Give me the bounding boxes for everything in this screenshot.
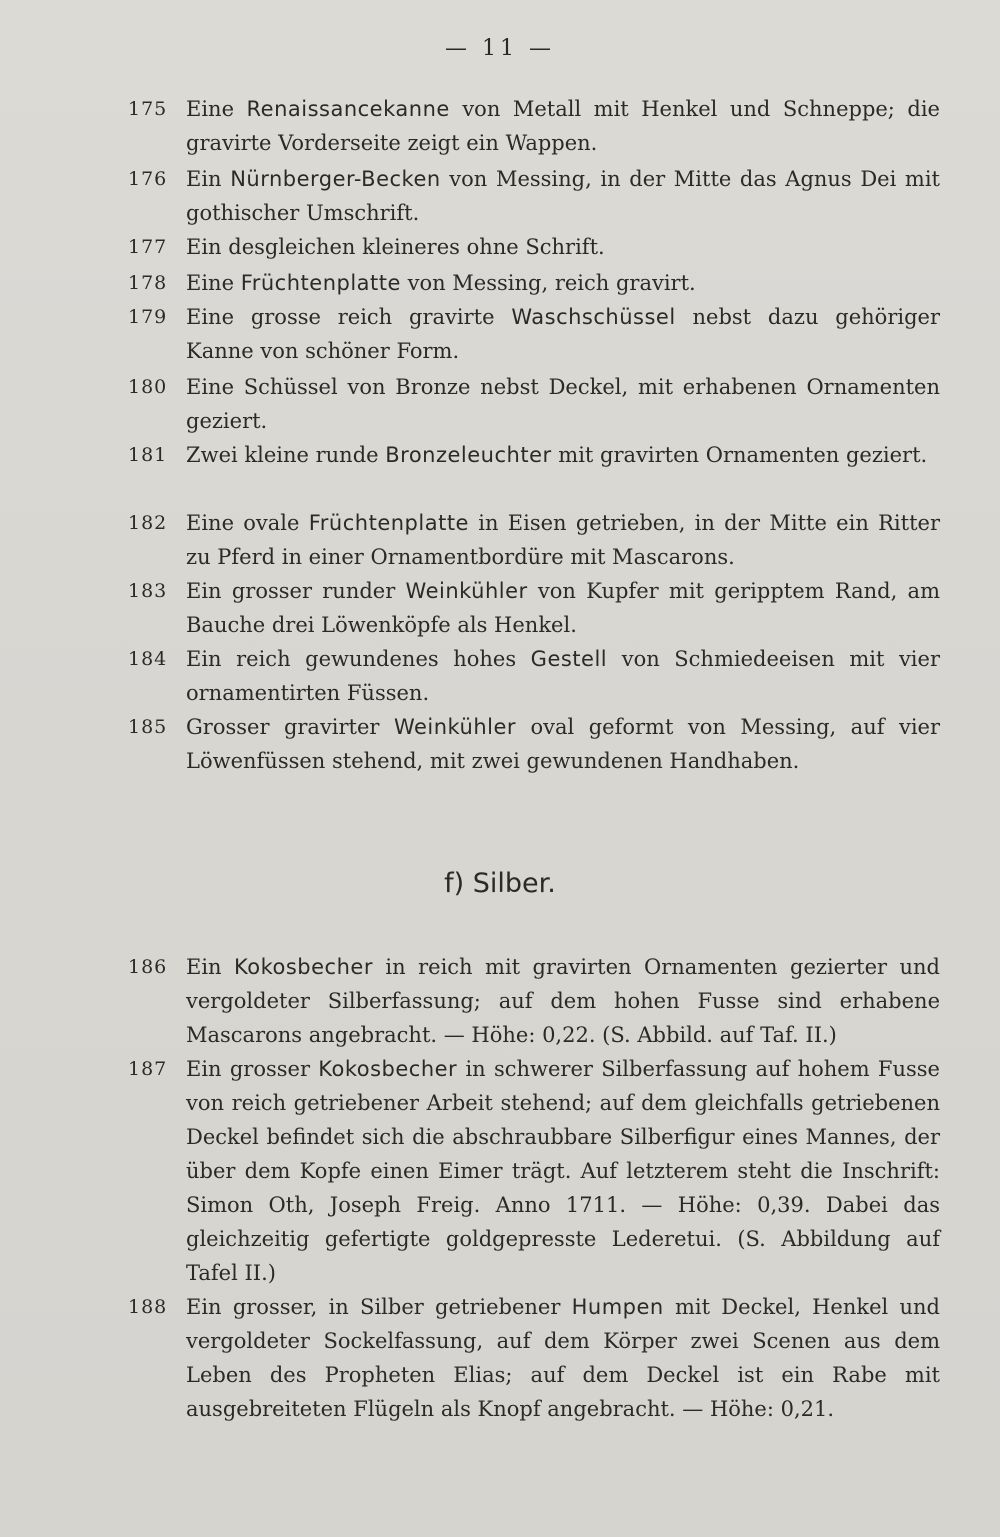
entry-text: Zwei kleine runde Bronzeleuchter mit gravirten Ornamenten geziert. <box>186 443 928 467</box>
entry-number: 185 <box>128 716 168 738</box>
catalog-entry <box>128 1052 940 1290</box>
item-name: Renaissancekanne <box>246 97 450 121</box>
catalog-entry <box>128 438 940 472</box>
item-name: Humpen <box>571 1295 664 1319</box>
entry-text: Ein Kokosbecher in reich mit gravirten Ornamenten gezierter und vergoldeter Silberfassung; auf dem hohen Fusse sind erhabene Mascarons angebracht. — Höhe: 0,22. (S. Abbild. auf Taf. II.) <box>186 955 940 1047</box>
item-name: Kokosbecher <box>234 955 373 979</box>
entry-number: 183 <box>128 580 168 602</box>
catalog-entry <box>128 266 940 300</box>
item-name: Weinkühler <box>393 715 517 739</box>
catalog-entry <box>128 370 940 438</box>
item-name: Bronzeleuchter <box>385 443 552 467</box>
item-name: Gestell <box>530 647 608 671</box>
entry-text: Ein grosser Kokosbecher in schwerer Silberfassung auf hohem Fusse von reich getriebener Arbeit stehend; auf dem gleichfalls getriebenen Deckel befindet sich die abschraubbare Silberfigur eines Mannes, der über dem Kopfe einen Eimer trägt. Auf letzterem steht die Inschrift: Simon Oth, Joseph Freig. Anno 1711. — Höhe: 0,39. Dabei das gleichzeitig gefertigte goldgepresste Lederetui. (S. Abbildung auf Tafel II.) <box>186 1057 940 1285</box>
entry-number: 182 <box>128 512 168 534</box>
item-name: Kokosbecher <box>318 1057 458 1081</box>
catalog-entry <box>128 574 940 642</box>
catalog-entry <box>128 506 940 574</box>
section-heading: f) Silber. <box>444 868 556 899</box>
catalog-entry <box>128 710 940 778</box>
catalog-entry <box>128 230 940 264</box>
catalog-entry <box>128 1290 940 1426</box>
entry-text: Eine grosse reich gravirte Waschschüssel nebst dazu gehöriger Kanne von schöner Form. <box>186 305 940 363</box>
entry-number: 181 <box>128 444 168 466</box>
catalog-entry <box>128 300 940 368</box>
entry-text: Ein desgleichen kleineres ohne Schrift. <box>186 235 605 259</box>
entry-text: Eine Früchtenplatte von Messing, reich gravirt. <box>186 271 696 295</box>
entry-text: Ein grosser, in Silber getriebener Humpen mit Deckel, Henkel und vergoldeter Sockelfassung, auf dem Körper zwei Scenen aus dem Leben des Propheten Elias; auf dem Deckel ist ein Rabe mit ausgebreiteten Flügeln als Knopf angebracht. — Höhe: 0,21. <box>186 1295 940 1421</box>
entry-number: 176 <box>128 168 168 190</box>
entry-text: Grosser gravirter Weinkühler oval geformt von Messing, auf vier Löwenfüssen stehend, mit zwei gewundenen Handhaben. <box>186 715 940 773</box>
entry-number: 187 <box>128 1058 168 1080</box>
entry-number: 179 <box>128 306 168 328</box>
item-name: Früchtenplatte <box>308 511 469 535</box>
item-name: Waschschüssel <box>511 305 676 329</box>
entry-number: 178 <box>128 272 168 294</box>
entry-number: 186 <box>128 956 168 978</box>
catalog-entry <box>128 642 940 710</box>
catalog-entry <box>128 950 940 1052</box>
entry-number: 180 <box>128 376 168 398</box>
item-name: Nürnberger-Becken <box>230 167 441 191</box>
entry-number: 177 <box>128 236 168 258</box>
catalog-entry <box>128 162 940 230</box>
entry-text: Ein reich gewundenes hohes Gestell von Schmiedeeisen mit vier ornamentirten Füssen. <box>186 647 940 705</box>
entry-number: 188 <box>128 1296 168 1318</box>
entry-text: Eine ovale Früchtenplatte in Eisen getrieben, in der Mitte ein Ritter zu Pferd in einer Ornamentbordüre mit Mascarons. <box>186 511 940 569</box>
entry-text: Ein Nürnberger-Becken von Messing, in der Mitte das Agnus Dei mit gothischer Umschrift. <box>186 167 940 225</box>
item-name: Weinkühler <box>405 579 528 603</box>
catalog-entry <box>128 92 940 160</box>
entry-text: Eine Renaissancekanne von Metall mit Henkel und Schneppe; die gravirte Vorderseite zeigt ein Wappen. <box>186 97 940 155</box>
item-name: Früchtenplatte <box>240 271 401 295</box>
entry-text: Eine Schüssel von Bronze nebst Deckel, mit erhabenen Ornamenten geziert. <box>186 375 940 433</box>
entry-number: 175 <box>128 98 168 120</box>
entry-text: Ein grosser runder Weinkühler von Kupfer mit geripptem Rand, am Bauche drei Löwenköpfe als Henkel. <box>186 579 940 637</box>
entry-number: 184 <box>128 648 168 670</box>
page-number: — 11 — <box>445 36 555 61</box>
